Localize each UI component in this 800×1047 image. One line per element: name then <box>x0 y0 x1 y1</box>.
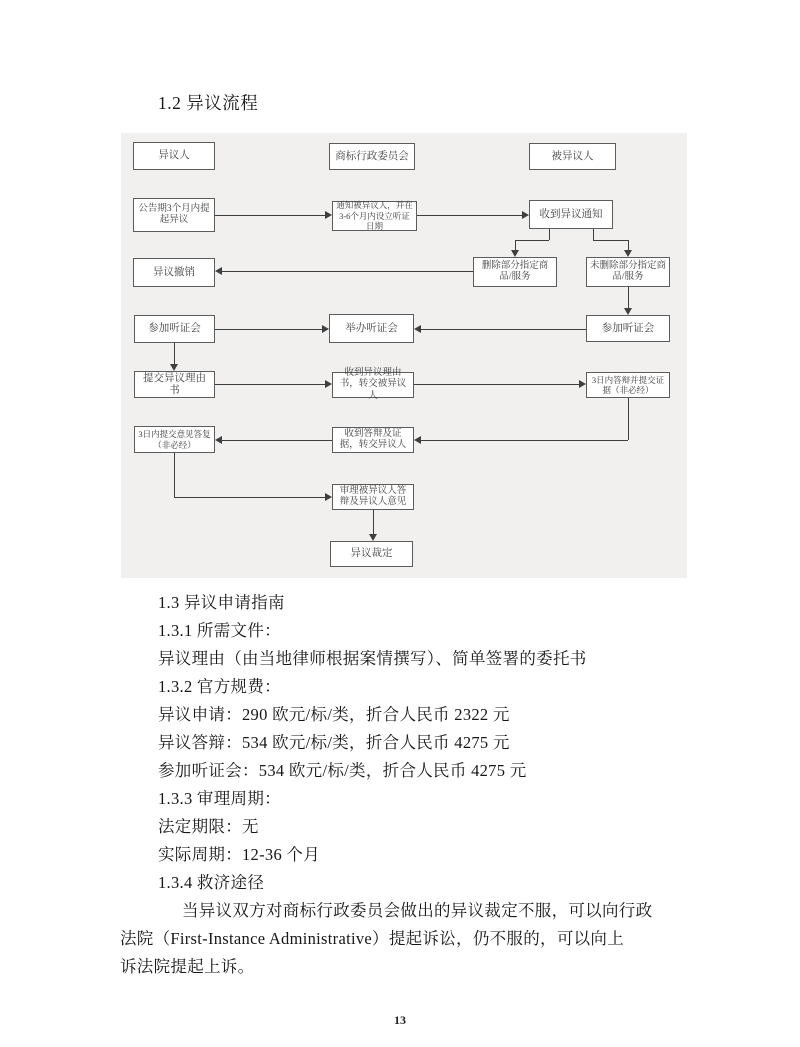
connector-line <box>628 398 629 440</box>
heading-guide: 1.3 异议申请指南 <box>158 593 285 612</box>
remedy-line-1: 当异议双方对商标行政委员会做出的异议裁定不服，可以向行政 <box>182 901 653 920</box>
heading-files: 1.3.1 所需文件： <box>158 621 281 640</box>
connector-line <box>421 440 628 441</box>
connector-line <box>222 271 473 272</box>
arrowhead-left-icon <box>414 325 421 333</box>
arrowhead-left-icon <box>215 267 222 275</box>
arrowhead-right-icon <box>325 211 332 219</box>
connector-line <box>515 240 516 250</box>
connector-line <box>549 229 550 240</box>
flow-box-ruling: 异议裁定 <box>330 541 413 567</box>
connector-line <box>174 453 175 497</box>
arrowhead-down-icon <box>511 250 519 257</box>
flow-box-file-opposition: 公告期3个月内提起异议 <box>133 198 215 232</box>
flow-box-receive-reasons: 收到异议理由书，转交被异议人 <box>332 372 414 398</box>
connector-line <box>215 384 325 385</box>
flow-box-submit-reasons: 提交异议理由书 <box>134 371 215 398</box>
period-statutory: 法定期限：无 <box>158 817 259 836</box>
flow-box-not-delete-goods: 未删除部分指定商品/服务 <box>586 257 670 287</box>
heading-period: 1.3.3 审理周期： <box>158 789 281 808</box>
period-actual: 实际周期：12-36 个月 <box>158 845 321 864</box>
arrowhead-left-icon <box>215 436 222 444</box>
connector-line <box>421 329 586 330</box>
connector-line <box>222 440 332 441</box>
remedy-line-3: 诉法院提起上诉。 <box>120 957 255 976</box>
arrowhead-down-icon <box>170 364 178 371</box>
flow-box-examine: 审理被异议人答辩及异议人意见 <box>332 484 414 510</box>
arrowhead-right-icon <box>325 380 332 388</box>
page-number: 13 <box>394 1013 406 1027</box>
connector-line <box>417 215 522 216</box>
fee-line-application: 异议申请：290 欧元/标/类，折合人民币 2322 元 <box>158 705 510 724</box>
files-body: 异议理由（由当地律师根据案情撰写）、简单签署的委托书 <box>158 649 587 668</box>
arrowhead-right-icon <box>579 380 586 388</box>
connector-line <box>373 510 374 534</box>
flow-box-notify-set-hearing: 通知被异议人，并在3-6个月内设立听证日期 <box>332 201 417 231</box>
arrowhead-left-icon <box>414 436 421 444</box>
connector-line <box>593 229 594 240</box>
flow-box-attend-hearing-right: 参加听证会 <box>586 315 670 342</box>
connector-line <box>174 343 175 364</box>
arrowhead-down-icon <box>624 308 632 315</box>
flow-box-hold-hearing: 举办听证会 <box>329 314 414 343</box>
flow-box-reply-evidence: 3日内答辩并提交证据（非必经） <box>586 372 670 398</box>
flow-box-committee: 商标行政委员会 <box>329 143 415 170</box>
fee-line-reply: 异议答辩：534 欧元/标/类，折合人民币 4275 元 <box>158 733 510 752</box>
arrowhead-down-icon <box>624 250 632 257</box>
connector-line <box>593 240 628 241</box>
connector-line <box>414 384 579 385</box>
heading-remedy: 1.3.4 救济途径 <box>158 873 265 892</box>
arrowhead-right-icon <box>325 493 332 501</box>
connector-line <box>215 329 322 330</box>
heading-fees: 1.3.2 官方规费： <box>158 677 281 696</box>
flow-box-receive-reply: 收到答辩及证据，转交异议人 <box>332 427 414 453</box>
arrowhead-right-icon <box>522 211 529 219</box>
arrowhead-down-icon <box>369 534 377 541</box>
opposition-flowchart <box>121 133 687 578</box>
remedy-line-2: 法院（First-Instance Administrative）提起诉讼，仍不服的，可以向上 <box>120 929 625 948</box>
fee-line-hearing: 参加听证会：534 欧元/标/类，折合人民币 4275 元 <box>158 761 527 780</box>
flow-box-opposition-withdrawn: 异议撤销 <box>133 258 215 287</box>
connector-line <box>628 240 629 250</box>
flow-box-receive-notice: 收到异议通知 <box>529 200 613 229</box>
body-text <box>120 589 692 981</box>
flow-box-opposed-party: 被异议人 <box>529 143 616 170</box>
flow-box-opponent: 异议人 <box>133 142 215 170</box>
connector-line <box>174 497 325 498</box>
section-title: 1.2 异议流程 <box>158 93 259 113</box>
flow-box-submit-opinion: 3日内提交意见答复（非必经） <box>134 426 215 453</box>
flow-box-delete-part-goods: 删除部分指定商品/服务 <box>473 257 557 287</box>
arrowhead-right-icon <box>322 325 329 333</box>
connector-line <box>628 287 629 308</box>
flow-box-attend-hearing-left: 参加听证会 <box>134 315 215 343</box>
connector-line <box>215 215 325 216</box>
connector-line <box>515 240 549 241</box>
